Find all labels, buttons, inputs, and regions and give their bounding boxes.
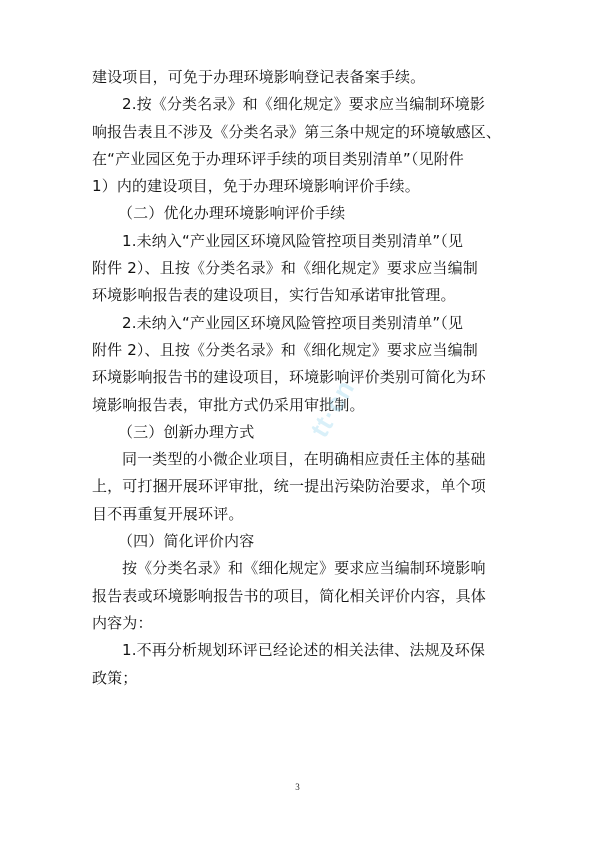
paragraph-line: 2.按《分类名录》和《细化规定》要求应当编制环境影 [122,95,486,114]
paragraph-line: 政策； [92,668,138,687]
paragraph-line: 1.未纳入“产业园区环境风险管控项目类别清单”（见 [122,231,464,250]
paragraph-line: 建设项目，可免于办理环境影响登记表备案手续。 [92,68,426,86]
paragraph-line: 附件 2）、且按《分类名录》和《细化规定》要求应当编制 [92,340,478,359]
paragraph-line: 2.未纳入“产业园区环境风险管控项目类别清单”（见 [122,313,464,332]
body-text [92,64,506,692]
paragraph-line: 境影响报告表，审批方式仍采用审批制。 [92,395,365,414]
paragraph-line: 环境影响报告书的建设项目，环境影响评价类别可简化为环 [92,368,486,387]
section-heading: （二）优化办理环境影响评价手续 [118,204,346,223]
paragraph-line: 1.不再分析规划环评已经论述的相关法律、法规及环保 [122,641,486,660]
paragraph-line: 环境影响报告表的建设项目，实行告知承诺审批管理。 [92,286,456,305]
paragraph-line: 附件 2）、且按《分类名录》和《细化规定》要求应当编制 [92,259,478,278]
paragraph-line: 目不再重复开展环评。 [92,504,244,523]
paragraph-line: 响报告表且不涉及《分类名录》第三条中规定的环境敏感区、 [92,122,502,141]
page-number: 3 [295,782,300,792]
paragraph-line: 同一类型的小微企业项目，在明确相应责任主体的基础 [122,450,486,469]
watermark: tt·cn [303,374,361,443]
paragraph-line: 按《分类名录》和《细化规定》要求应当编制环境影响 [122,559,486,578]
paragraph-line: 上，可打捆开展环评审批，统一提出污染防治要求，单个项 [92,477,486,496]
section-heading: （四）简化评价内容 [118,532,255,551]
paragraph-line: 1）内的建设项目，免于办理环境影响评价手续。 [92,177,420,196]
paragraph-line: 报告表或环境影响报告书的项目，简化相关评价内容，具体 [92,586,486,605]
paragraph-line: 在“产业园区免于办理环评手续的项目类别清单”（见附件 [92,149,464,168]
section-heading: （三）创新办理方式 [118,422,255,441]
paragraph-line: 内容为： [92,613,153,632]
